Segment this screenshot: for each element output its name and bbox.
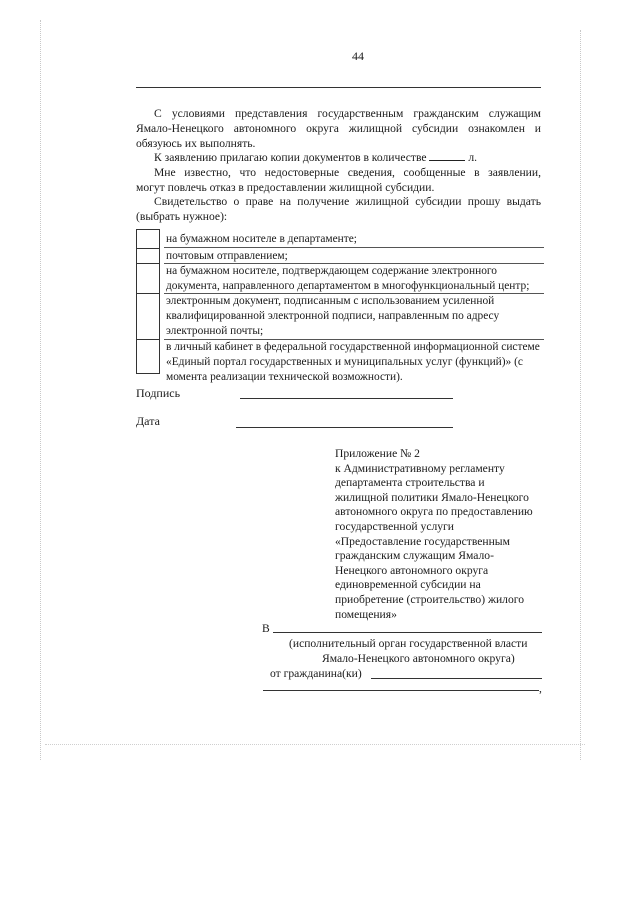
appendix-line: государственной услуги (335, 519, 455, 533)
from-prefix: от гражданина(ки) (270, 667, 362, 680)
appendix-line: жилищной политики Ямало-Ненецкого (335, 490, 529, 504)
paragraph-line: Свидетельство о праве на получение жилищной субсидии прошу выдать (154, 195, 541, 208)
attachments-unit: л. (468, 151, 478, 164)
option-divider (164, 247, 544, 248)
paragraph-certificate (136, 194, 541, 224)
appendix-line: Ненецкого автономного округа (335, 563, 489, 577)
option-line: почтовым отправлением; (166, 250, 288, 262)
appendix-line: гражданским служащим Ямало- (335, 549, 494, 563)
paragraph-line: могут повлечь отказ в предоставлении жилищной субсидии. (136, 181, 435, 194)
authority-hint-line2: Ямало-Ненецкого автономного округа) (322, 652, 515, 665)
applicant-name-field-2[interactable] (263, 690, 539, 691)
option-paper-department (166, 232, 357, 247)
page-number: 44 (352, 49, 364, 63)
scan-edge-left (40, 20, 42, 760)
date-label: Дата (136, 414, 160, 428)
appendix-line: к Административному регламенту (335, 461, 505, 475)
appendix-line: автономного округа по предоставлению (335, 505, 533, 519)
paragraph-line: Мне известно, что недостоверные сведения, сообщенные в заявлении, (154, 166, 541, 179)
scan-edge-right (580, 30, 582, 760)
paragraph-awareness (136, 165, 541, 195)
option-line: квалифицированной электронной подписи, направленным по адресу (166, 310, 500, 322)
option-mail (166, 249, 288, 264)
option-line: документа, направленного департаментом в многофункциональный центр; (166, 280, 530, 292)
to-prefix: В (262, 622, 270, 635)
appendix-line: «Предоставление государственным (335, 534, 510, 548)
checkbox-portal[interactable] (136, 339, 160, 374)
authority-field[interactable] (273, 632, 542, 633)
option-line: «Единый портал государственных и муниципальных услуг (функций)» (с (166, 356, 523, 368)
option-email (166, 294, 499, 339)
attachments-text: К заявлению прилагаю копии документов в количестве (154, 151, 427, 164)
appendix-line: департамента строительства и (335, 476, 485, 490)
scan-edge-bottom (45, 744, 585, 746)
appendix-line: Приложение № 2 (335, 447, 420, 460)
appendix-line: приобретение (строительство) жилого (335, 592, 525, 606)
attachments-count-field[interactable] (429, 150, 465, 161)
option-portal (166, 340, 540, 385)
checkbox-email[interactable] (136, 293, 160, 340)
appendix-line: помещения» (335, 607, 397, 621)
end-comma: , (539, 682, 542, 695)
applicant-name-field[interactable] (371, 678, 542, 679)
authority-hint-line1: (исполнительный орган государственной власти (289, 637, 528, 650)
paragraph-line: Ямало-Ненецкого автономного округа жилищной субсидии ознакомлен и (136, 122, 541, 135)
checkbox-mail[interactable] (136, 248, 160, 264)
appendix-header (335, 447, 565, 622)
paragraph-line: обязуюсь их выполнять. (136, 137, 256, 150)
option-line: на бумажном носителе, подтверждающем содержание электронного (166, 265, 497, 277)
paragraph-line: (выбрать нужное): (136, 210, 228, 223)
signature-label: Подпись (136, 386, 181, 400)
option-line: электронной почты; (166, 325, 264, 337)
signature-field[interactable] (240, 398, 453, 399)
option-line: на бумажном носителе в департаменте; (166, 233, 357, 245)
option-line: электронным документ, подписанным с использованием усиленной (166, 295, 495, 307)
checkbox-paper-mfc[interactable] (136, 263, 160, 294)
option-line: момента реализации технической возможности). (166, 371, 403, 383)
paragraph-line: С условиями представления государственным гражданским служащим (154, 107, 541, 120)
date-field[interactable] (236, 427, 453, 428)
header-rule (136, 87, 541, 88)
option-line: в личный кабинет в федеральной государственной информационной системе (166, 341, 540, 353)
paragraph-attachments (136, 150, 541, 165)
option-paper-mfc (166, 264, 529, 294)
checkbox-paper-department[interactable] (136, 229, 160, 249)
appendix-line: единовременной субсидии на (335, 578, 481, 592)
paragraph-conditions (136, 106, 541, 151)
